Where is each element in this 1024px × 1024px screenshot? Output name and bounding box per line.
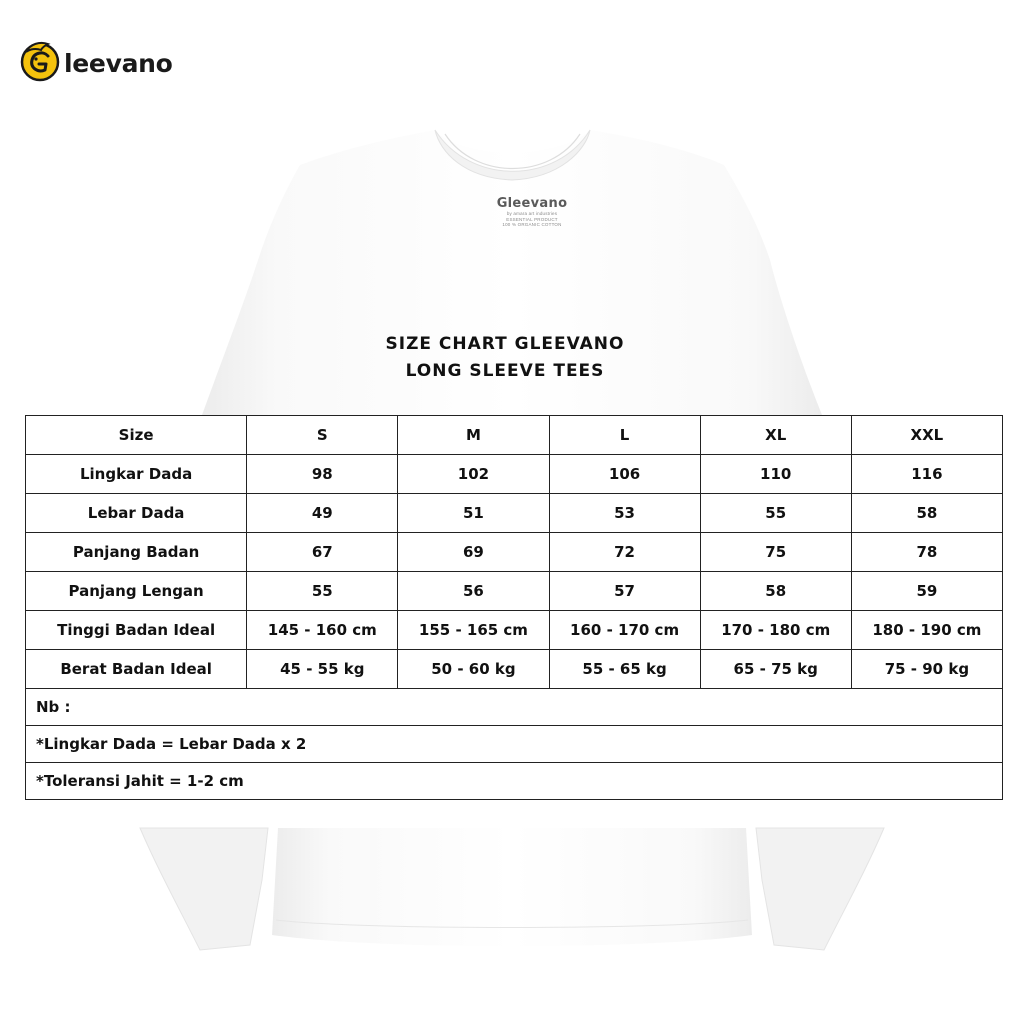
table-row [26,572,1003,611]
table-row [26,533,1003,572]
row-label: Tinggi Badan Ideal [26,611,247,650]
heading-line: SIZE CHART GLEEVANO [385,334,625,354]
brand-logo-text: leevano [64,48,173,78]
table-cell: 106 [549,455,700,494]
table-cell: 69 [398,533,549,572]
table-cell: 67 [247,533,398,572]
note-text: *Toleransi Jahit = 1-2 cm [26,763,1003,800]
table-cell: 180 - 190 cm [851,611,1002,650]
table-cell: 57 [549,572,700,611]
row-label: Lingkar Dada [26,455,247,494]
size-chart-heading [300,331,710,385]
collar-label-line: ESSENTIAL PRODUCT [506,216,558,222]
table-cell: 102 [398,455,549,494]
header-cell: XL [700,416,851,455]
table-cell: 72 [549,533,700,572]
size-chart-table [25,415,1003,800]
table-cell: 51 [398,494,549,533]
table-cell: 75 [700,533,851,572]
note-row [26,763,1003,800]
table-cell: 110 [700,455,851,494]
table-cell: 155 - 165 cm [398,611,549,650]
gleevano-logo-icon [18,38,62,82]
table-row [26,494,1003,533]
table-cell: 116 [851,455,1002,494]
table-row [26,611,1003,650]
note-row [26,689,1003,726]
table-cell: 145 - 160 cm [247,611,398,650]
table-cell: 55 - 65 kg [549,650,700,689]
row-label: Lebar Dada [26,494,247,533]
heading-line: LONG SLEEVE TEES [405,361,605,381]
table-cell: 45 - 55 kg [247,650,398,689]
collar-label-brand: Gleevano [496,196,568,211]
collar-label-line: 100 % ORGANIC COTTON [502,222,562,227]
header-cell: S [247,416,398,455]
table-cell: 49 [247,494,398,533]
table-cell: 56 [398,572,549,611]
brand-logo [18,38,173,82]
table-cell: 75 - 90 kg [851,650,1002,689]
table-row [26,650,1003,689]
note-row [26,726,1003,763]
table-cell: 55 [247,572,398,611]
table-cell: 170 - 180 cm [700,611,851,650]
table-cell: 58 [700,572,851,611]
note-text: Nb : [26,689,1003,726]
table-cell: 55 [700,494,851,533]
table-cell: 160 - 170 cm [549,611,700,650]
table-cell: 53 [549,494,700,533]
table-cell: 78 [851,533,1002,572]
note-text: *Lingkar Dada = Lebar Dada x 2 [26,726,1003,763]
table-cell: 50 - 60 kg [398,650,549,689]
table-cell: 98 [247,455,398,494]
header-cell: XXL [851,416,1002,455]
header-cell: Size [26,416,247,455]
table-row [26,455,1003,494]
row-label: Berat Badan Ideal [26,650,247,689]
collar-label-line: by amara art industries [506,211,558,216]
row-label: Panjang Badan [26,533,247,572]
row-label: Panjang Lengan [26,572,247,611]
table-cell: 59 [851,572,1002,611]
header-cell: M [398,416,549,455]
collar-label [470,196,594,228]
table-cell: 58 [851,494,1002,533]
header-cell: L [549,416,700,455]
table-header-row [26,416,1003,455]
table-cell: 65 - 75 kg [700,650,851,689]
